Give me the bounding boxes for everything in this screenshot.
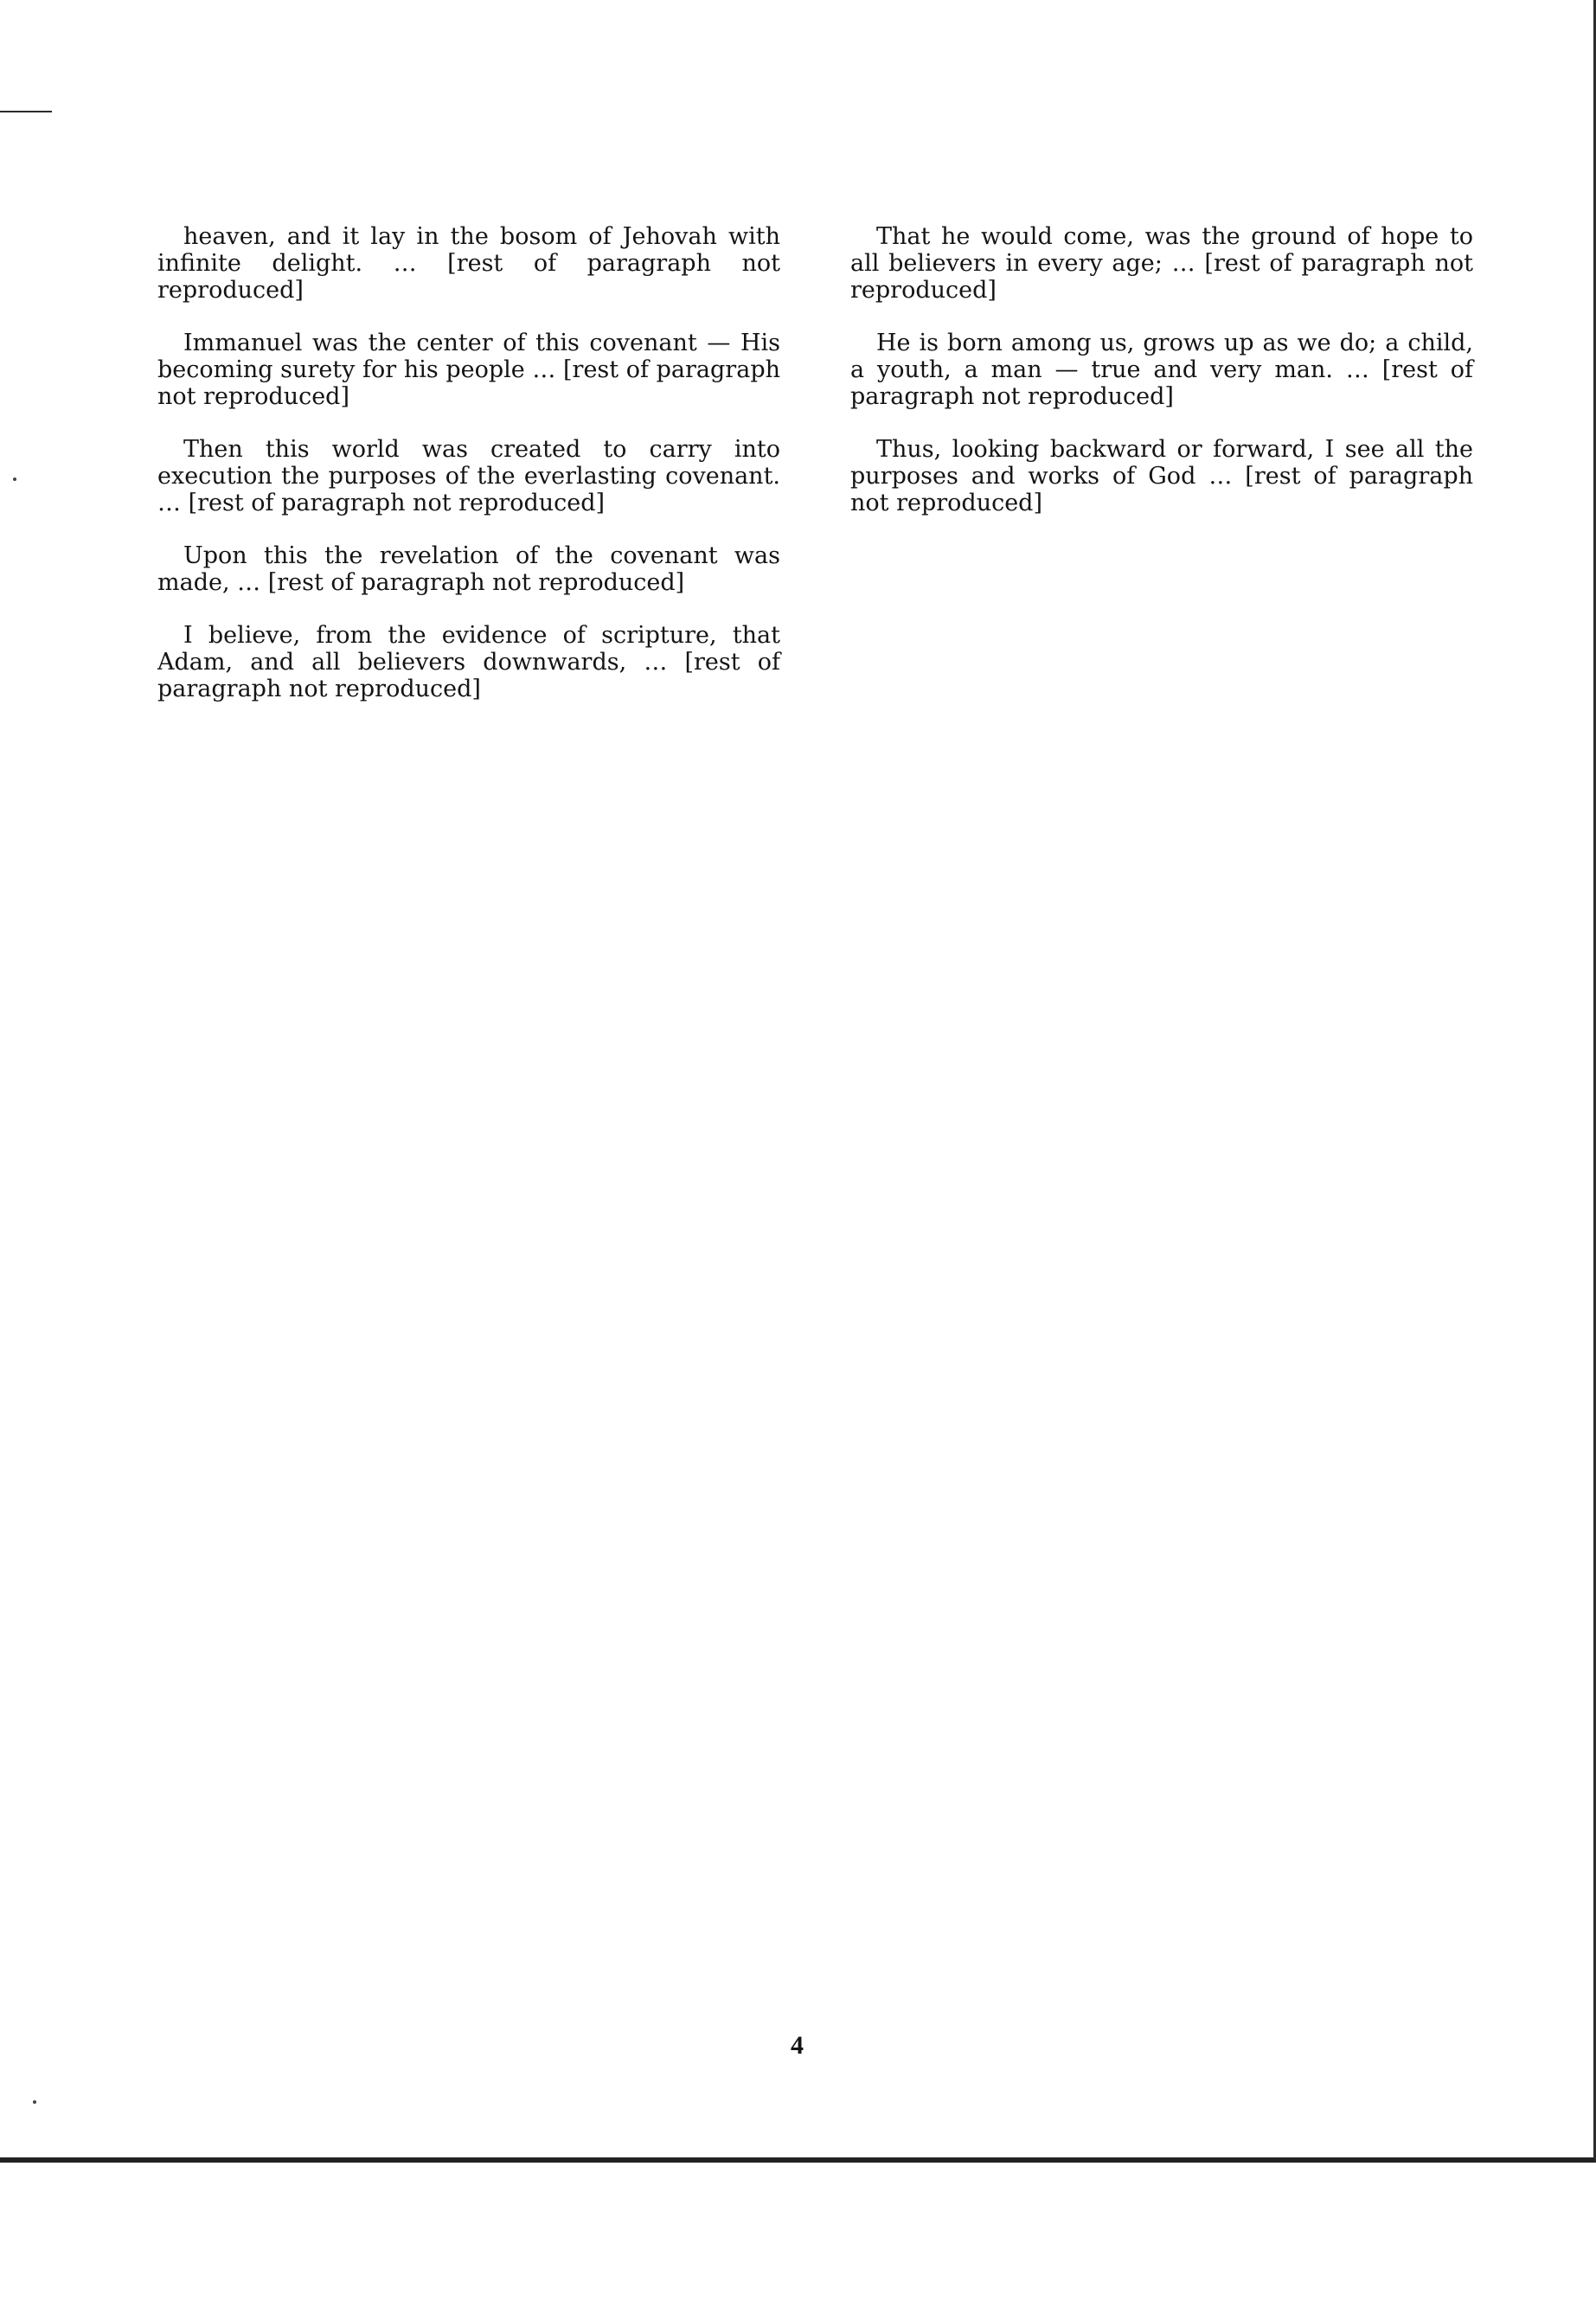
scan-edge-line: [0, 111, 52, 112]
paragraph: Thus, looking backward or forward, I see all the purposes and works of God … [rest of paragraph not reproduced]: [850, 436, 1473, 516]
paragraph: He is born among us, grows up as we do; a child, a youth, a man — true and very man. … [rest of paragraph not reproduced]: [850, 330, 1473, 410]
scan-speck: [33, 2100, 36, 2104]
scan-speck: [13, 478, 16, 481]
paragraph: Upon this the revelation of the covenant was made, … [rest of paragraph not reproduced]: [157, 542, 780, 596]
page-number: 4: [791, 2031, 804, 2060]
paragraph: Immanuel was the center of this covenant — His becoming surety for his people … [rest of paragraph not reproduced]: [157, 330, 780, 410]
left-column: [157, 223, 780, 728]
paragraph: heaven, and it lay in the bosom of Jehovah with infinite delight. … [rest of paragraph not reproduced]: [157, 223, 780, 304]
paragraph: I believe, from the evidence of scripture, that Adam, and all believers downwards, … [rest of paragraph not reproduced]: [157, 622, 780, 702]
paragraph: Then this world was created to carry into execution the purposes of the everlasting covenant. … [rest of paragraph not reproduced]: [157, 436, 780, 516]
right-column: [850, 223, 1473, 542]
paragraph: That he would come, was the ground of hope to all believers in every age; … [rest of paragraph not reproduced]: [850, 223, 1473, 304]
